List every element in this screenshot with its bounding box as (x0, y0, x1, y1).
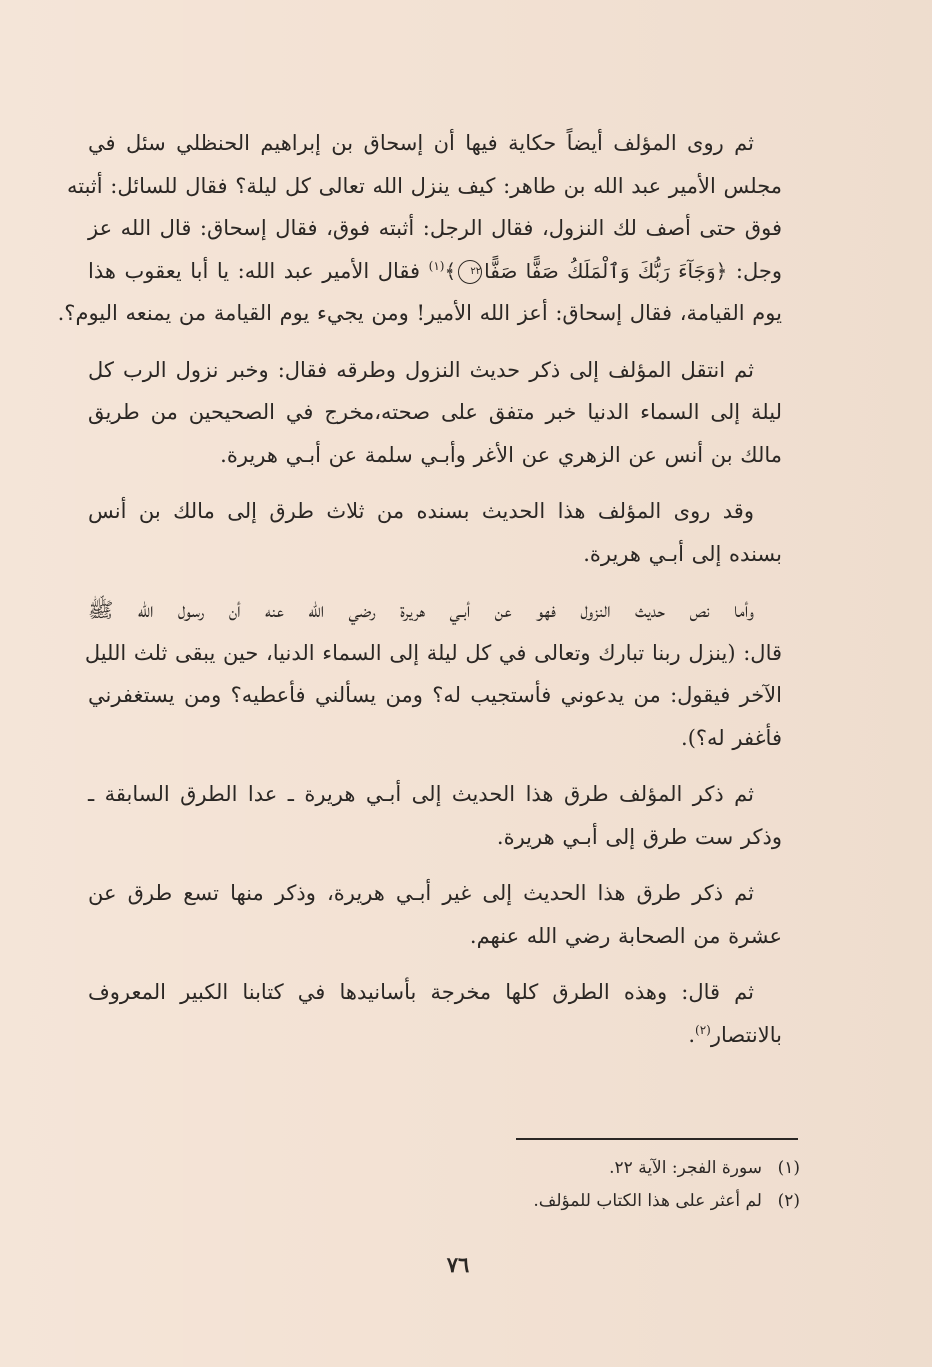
text-line: وأما نص حديث النزول فهو عن أبـي هريرة رضي الله عنه أن رسول الله ﷺ (88, 598, 754, 622)
footnote-text: سورة الفجر: الآية ٢٢. (609, 1158, 762, 1178)
paragraph-1 (57, 122, 782, 335)
footnote-number: (٢) (777, 1191, 800, 1211)
text-segment: بالانتصار (710, 1022, 782, 1047)
text-line-with-footnote (88, 1014, 782, 1057)
text-line: وقد روى المؤلف هذا الحديث بسنده من ثلاث طرق إلى مالك بن أنس (88, 499, 754, 523)
paragraph-2 (88, 349, 782, 477)
text-line: فأغفر له؟). (681, 725, 782, 750)
paragraph-3 (88, 490, 782, 575)
text-line: الآخر فيقول: من يدعوني فأستجيب له؟ ومن يسألني فأعطيه؟ ومن يستغفرني (88, 683, 782, 707)
paragraph-4 (84, 589, 782, 759)
quran-close-bracket: ﴾ (444, 258, 457, 283)
page-number: ٧٦ (446, 1252, 470, 1277)
ayah-number-marker: ٢٢ (458, 260, 482, 284)
text-line: فوق حتى أصف لك النزول، فقال الرجل: أثبته فوق، فقال إسحاق: قال الله عز (88, 216, 782, 240)
quran-verse: ﴿وَجَآءَ رَبُّكَ وَٱلْمَلَكُ صَفًّا صَفًّا (484, 258, 728, 283)
footnote-ref-1[interactable]: (١) (428, 258, 445, 273)
text-line: قال: (ينزل ربنا تبارك وتعالى في كل ليلة إلى السماء الدنيا، حين يبقى ثلث الليل (84, 640, 782, 665)
footnote-1 (200, 1152, 800, 1185)
text-line: ثم قال: وهذه الطرق كلها مخرجة بأسانيدها في كتابنا الكبير المعروف (88, 980, 754, 1004)
text-line: ثم انتقل المؤلف إلى ذكر حديث النزول وطرقه فقال: وخبر نزول الرب كل (88, 357, 754, 382)
text-line: بسنده إلى أبـي هريرة. (583, 541, 782, 566)
text-line: ليلة إلى السماء الدنيا خبر متفق على صحته،مخرج في الصحيحين من طريق (88, 400, 782, 424)
text-line-with-verse (88, 250, 782, 293)
footnote-number: (١) (777, 1158, 800, 1178)
main-text (57, 122, 782, 1070)
text-line: ثم ذكر طرق هذا الحديث إلى غير أبـي هريرة، وذكر منها تسع طرق عن (88, 881, 754, 905)
paragraph-6 (88, 872, 782, 957)
text-line: يوم القيامة، فقال إسحاق: أعز الله الأمير! ومن يجيء يوم القيامة من يمنعه اليوم؟. (57, 301, 782, 325)
text-line: ثم ذكر المؤلف طرق هذا الحديث إلى أبـي هريرة ـ عدا الطرق السابقة ـ (88, 782, 754, 806)
paragraph-5 (88, 773, 782, 858)
text-line: عشرة من الصحابة رضي الله عنهم. (469, 923, 782, 948)
text-line: وذكر ست طرق إلى أبـي هريرة. (496, 824, 782, 849)
footnote-2 (200, 1185, 800, 1218)
footnote-ref-2[interactable]: (٢) (695, 1022, 711, 1037)
text-segment: فقال الأمير عبد الله: يا أبا يعقوب هذا (88, 258, 429, 283)
text-segment: . (688, 1022, 696, 1047)
text-line: ثم روى المؤلف أيضاً حكاية فيها أن إسحاق بن إبراهيم الحنظلي سئل في (88, 131, 754, 155)
footnotes (200, 1152, 800, 1218)
footnote-text: لم أعثر على هذا الكتاب للمؤلف. (533, 1191, 762, 1211)
text-segment: وجل: (727, 258, 782, 283)
paragraph-7 (88, 971, 782, 1056)
text-line: مالك بن أنس عن الزهري عن الأغر وأبـي سلمة عن أبـي هريرة. (220, 442, 782, 467)
text-line: مجلس الأمير عبد الله بن طاهر: كيف ينزل الله تعالى كل ليلة؟ فقال للسائل: أثبته (66, 173, 782, 198)
footnote-divider (516, 1138, 798, 1140)
